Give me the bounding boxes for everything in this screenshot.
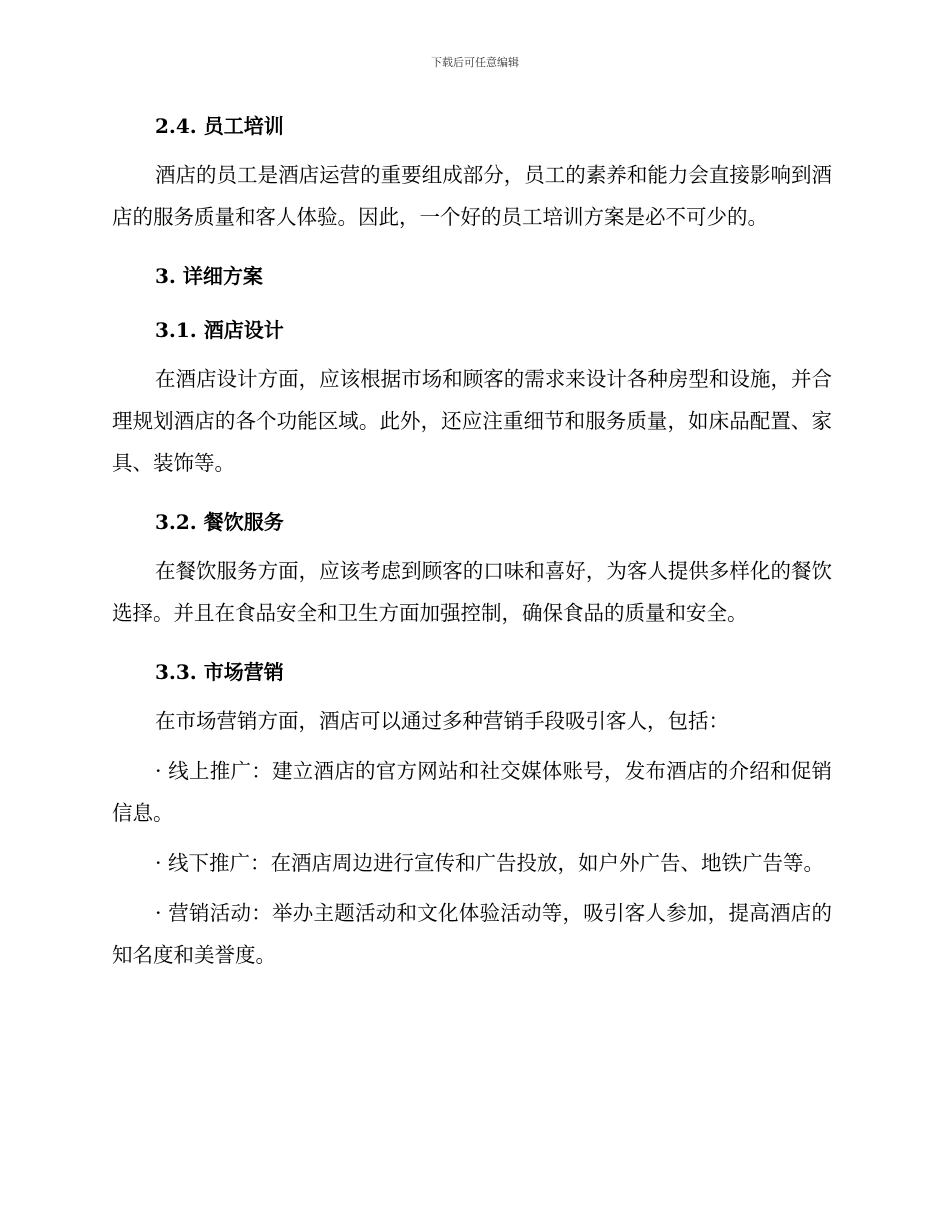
section-body-3-1: 在酒店设计方面，应该根据市场和顾客的需求来设计各种房型和设施，并合理规划酒店的各个功能区域。此外，还应注重细节和服务质量，如床品配置、家具、装饰等。 [112,367,832,475]
bullet-item-online: · 线上推广：建立酒店的官方网站和社交媒体账号，发布酒店的介绍和促销信息。 [112,759,832,825]
section-heading-3-3: 3.3. 市场营销 [155,660,284,684]
section-intro-3-3: 在市场营销方面，酒店可以通过多种营销手段吸引客人，包括： [155,709,729,733]
section-heading-3-1: 3.1. 酒店设计 [155,318,284,342]
header-note: 下载后可任意编辑 [431,56,519,69]
bullet-item-events: · 营销活动：举办主题活动和文化体验活动等，吸引客人参加，提高酒店的知名度和美誉度。 [112,901,832,967]
section-body-2-4: 酒店的员工是酒店运营的重要组成部分，员工的素养和能力会直接影响到酒店的服务质量和客人体验。因此，一个好的员工培训方案是必不可少的。 [112,163,832,229]
section-heading-3-2: 3.2. 餐饮服务 [155,510,284,534]
bullet-item-offline: · 线下推广：在酒店周边进行宣传和广告投放，如户外广告、地铁广告等。 [155,851,825,875]
section-body-3-2: 在餐饮服务方面，应该考虑到顾客的口味和喜好，为客人提供多样化的餐饮选择。并且在食品安全和卫生方面加强控制，确保食品的质量和安全。 [112,559,832,625]
section-heading-2-4: 2.4. 员工培训 [155,114,284,138]
section-heading-3: 3. 详细方案 [155,264,263,288]
document-content [112,110,832,976]
